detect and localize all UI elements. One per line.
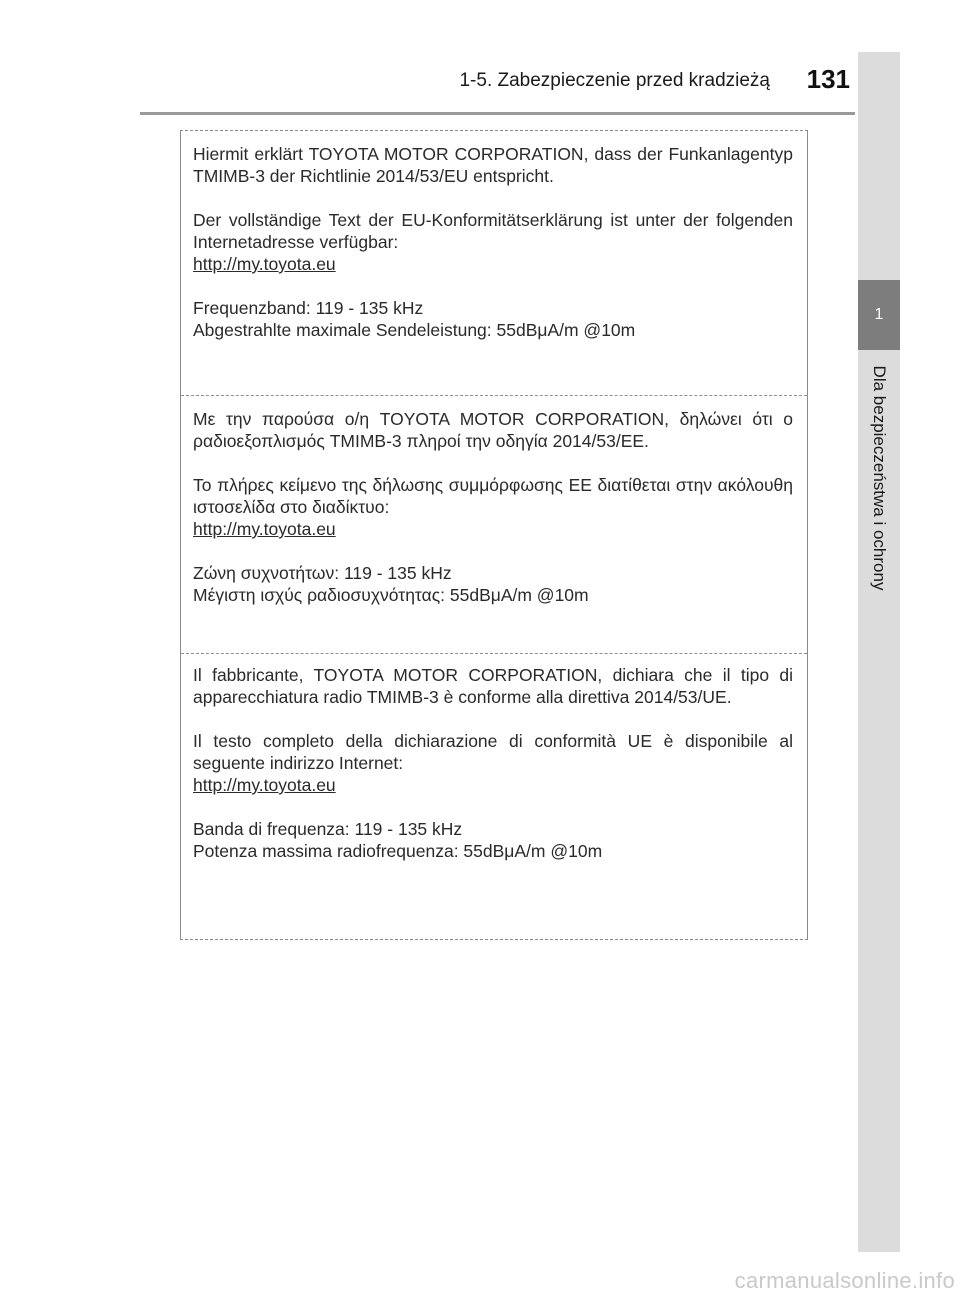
chapter-tab: 1: [858, 280, 900, 350]
footer-watermark: carmanualsonline.info: [734, 1268, 955, 1293]
declaration-block-italian: [181, 653, 807, 939]
declaration-statement: Hiermit erklärt TOYOTA MOTOR CORPORATION, dass der Funkanlagentyp TMIMB-3 der Richtlinie 2014/53/EU entspricht.: [193, 144, 793, 186]
declaration-fulltext-note: Il testo completo della dichiarazione di conformità UE è disponibile al seguente indirizzo Internet:: [193, 731, 793, 773]
max-power: Abgestrahlte maximale Sendeleistung: 55dBμA/m @10m: [193, 320, 636, 340]
page-number: 131: [806, 64, 850, 94]
frequency-band: Banda di frequenza: 119 - 135 kHz: [193, 819, 463, 839]
declaration-url-link[interactable]: http://my.toyota.eu: [193, 775, 336, 795]
declaration-box: [180, 130, 808, 940]
declaration-statement: Με την παρούσα ο/η TOYOTA MOTOR CORPORATION, δηλώνει ότι ο ραδιοεξοπλισμός TMIMB-3 πληροί την οδηγία 2014/53/ΕΕ.: [193, 409, 793, 451]
chapter-title: Dla bezpieczeństwa i ochrony: [870, 365, 889, 591]
frequency-band: Ζώνη συχνοτήτων: 119 - 135 kHz: [193, 563, 452, 583]
header-section-title: 1-5. Zabezpieczenie przed kradzieżą: [459, 70, 770, 91]
declaration-block-german: [181, 131, 807, 395]
frequency-band: Frequenzband: 119 - 135 kHz: [193, 298, 424, 318]
max-power: Potenza massima radiofrequenza: 55dBμA/m @10m: [193, 841, 603, 861]
declaration-block-greek: [181, 395, 807, 653]
max-power: Μέγιστη ισχύς ραδιοσυχνότητας: 55dBμA/m @10m: [193, 585, 589, 605]
declaration-statement: Il fabbricante, TOYOTA MOTOR CORPORATION, dichiara che il tipo di apparecchiatura radio TMIMB-3 è conforme alla direttiva 2014/53/UE.: [193, 665, 793, 707]
declaration-fulltext-note: Der vollständige Text der EU-Konformitätserklärung ist unter der folgenden Internetadresse verfügbar:: [193, 210, 793, 252]
declaration-url-link[interactable]: http://my.toyota.eu: [193, 254, 336, 274]
chapter-sidebar: [858, 52, 900, 1252]
declaration-url-link[interactable]: http://my.toyota.eu: [193, 519, 336, 539]
header-rule: [140, 112, 855, 115]
declaration-fulltext-note: Το πλήρες κείμενο της δήλωσης συμμόρφωσης ΕΕ διατίθεται στην ακόλουθη ιστοσελίδα στο διαδίκτυο:: [193, 475, 793, 517]
